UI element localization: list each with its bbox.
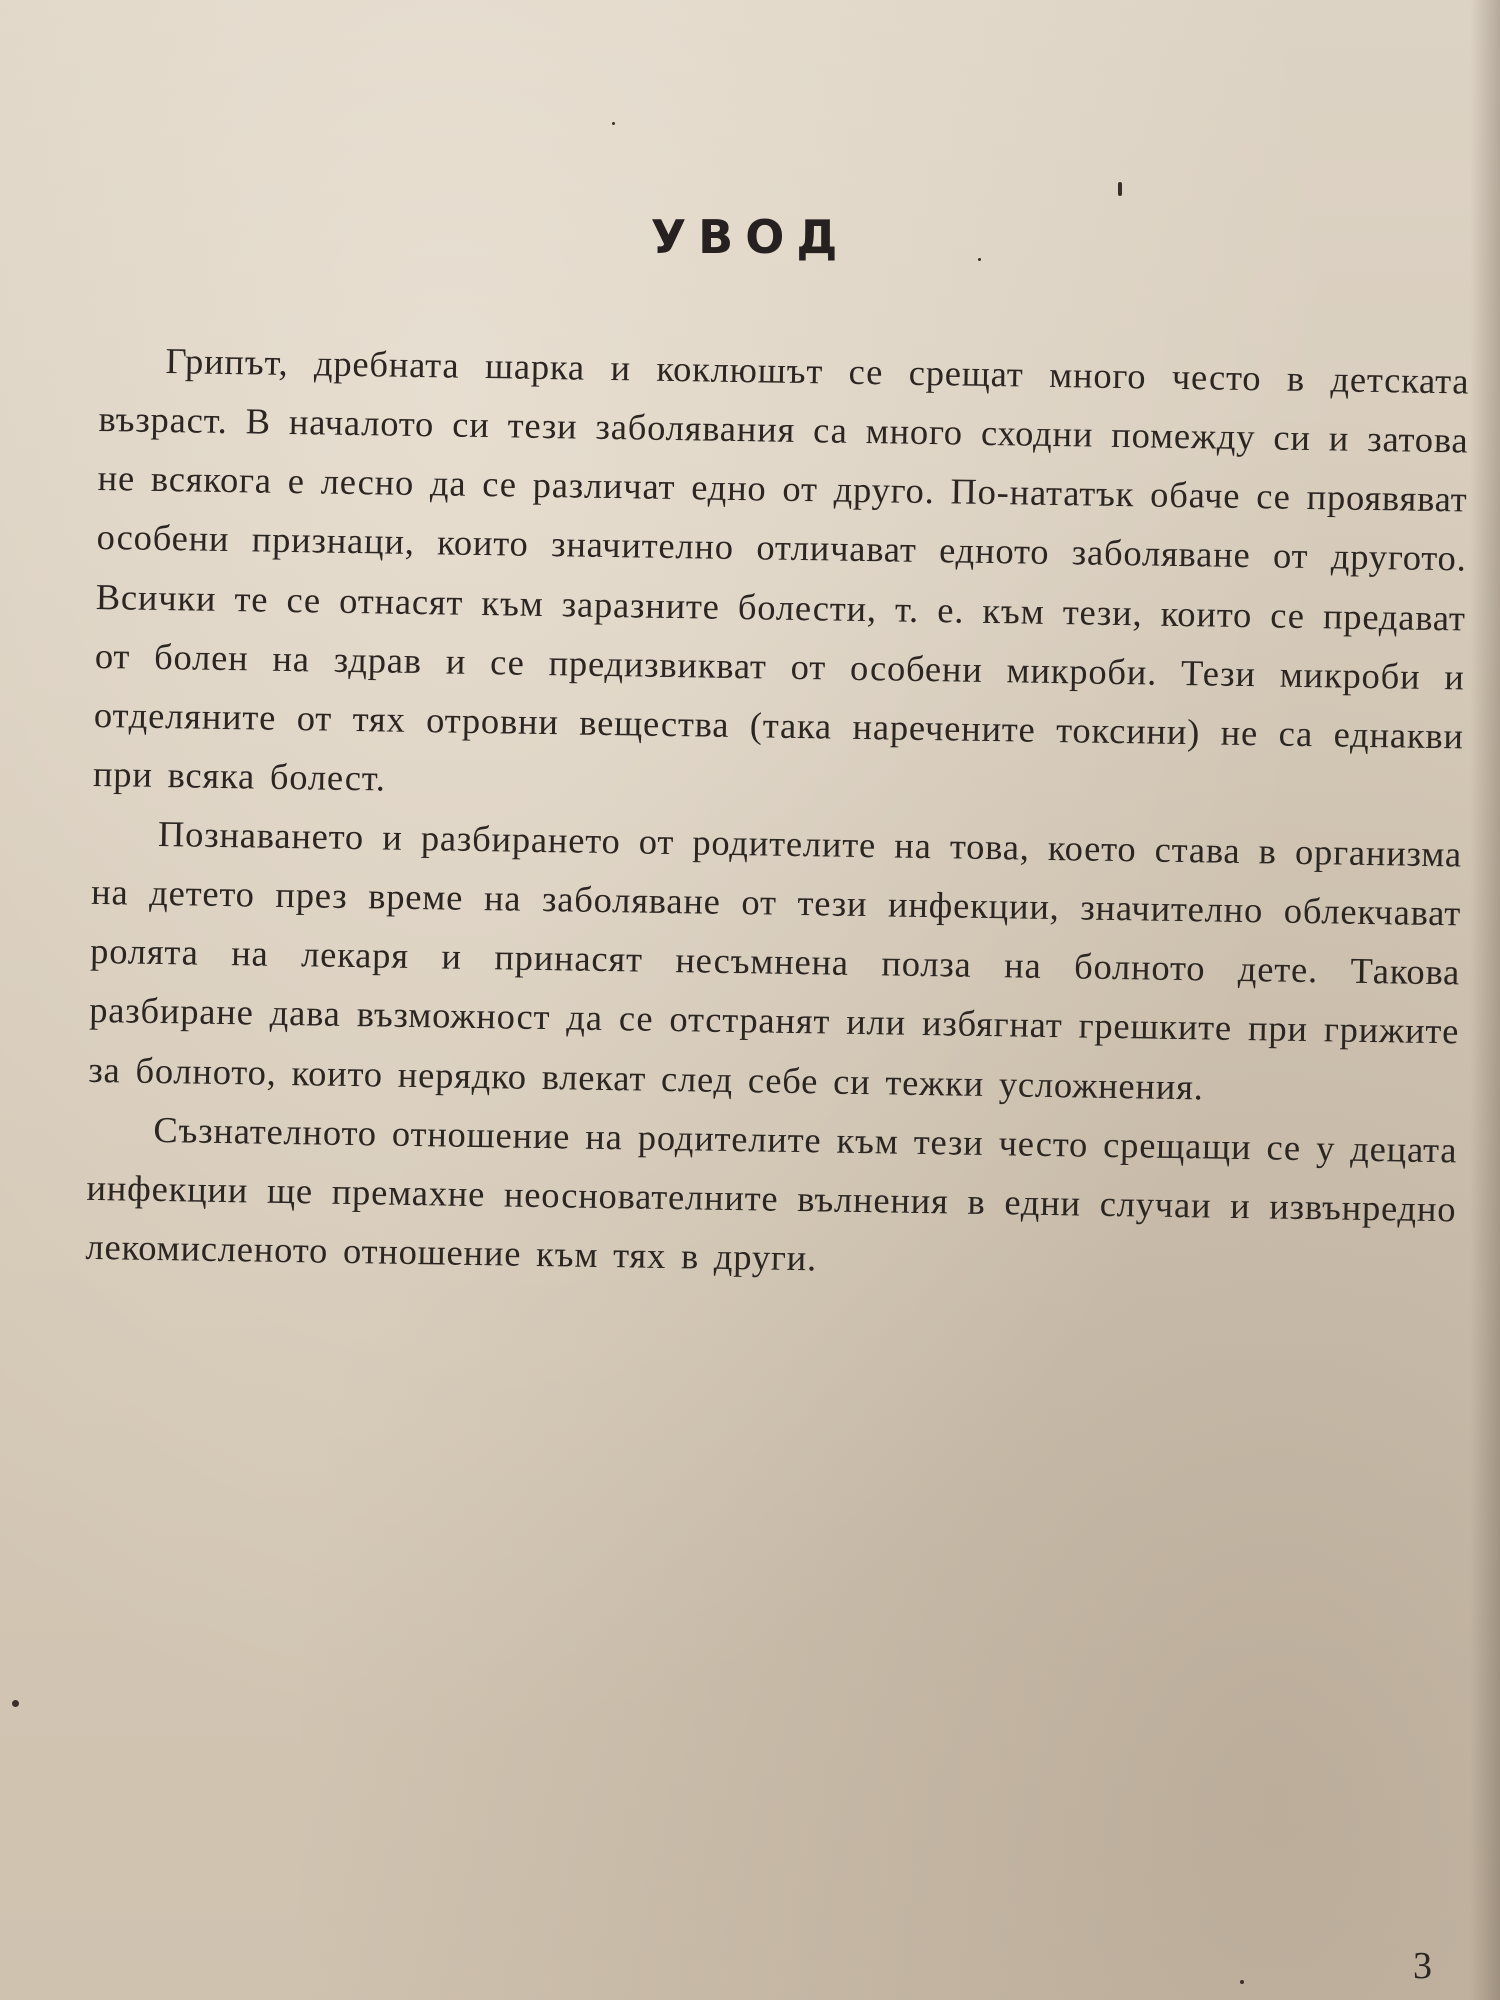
ink-speck: [12, 1700, 19, 1707]
paragraph-3: Съзнателното отношение на родителите към тези често срещащи се у децата инфекции ще премахне неоснователните вълнения в едни случаи и извънредно лекомисленото отношение към тях в други.: [85, 1108, 1458, 1279]
ink-speck: [612, 122, 615, 125]
page-title: УВОД: [650, 210, 850, 264]
page-number: 3: [1413, 1945, 1432, 1987]
paragraph-2: Познаването и разбирането от родителите на това, което става в организма на детето през време на заболяване от тези инфекции, значително облекчават ролята на лекаря и принасят несъмнена полза на болното дете. Такова разбиране дава възможност да се отстранят или избягнат грешките при грижите за болното, които нерядко влекат след себе си тежки усложнения.: [88, 812, 1463, 1107]
page-edge-shadow: [1470, 0, 1500, 2000]
ink-speck: [1240, 1980, 1244, 1984]
paragraph-1: Грипът, дребната шарка и коклюшът се срещат много често в детската възраст. В началото си тези заболявания са много сходни помежду си и затова не всякога е лесно да се различат едно от друго. По-нататък обаче се проявяват особени признаци, които значително отличават едното заболяване от другото. Всички те се отнасят към заразните болести, т. е. към тези, които се предават от болен на здрав и се предизвикват от особени микроби. Тези микроби и отделяните от тях отровни вещества (така наречените токсини) не са еднакви при всяка болест.: [92, 340, 1470, 799]
body-text: [85, 330, 1470, 1297]
ink-speck: [1118, 182, 1122, 196]
